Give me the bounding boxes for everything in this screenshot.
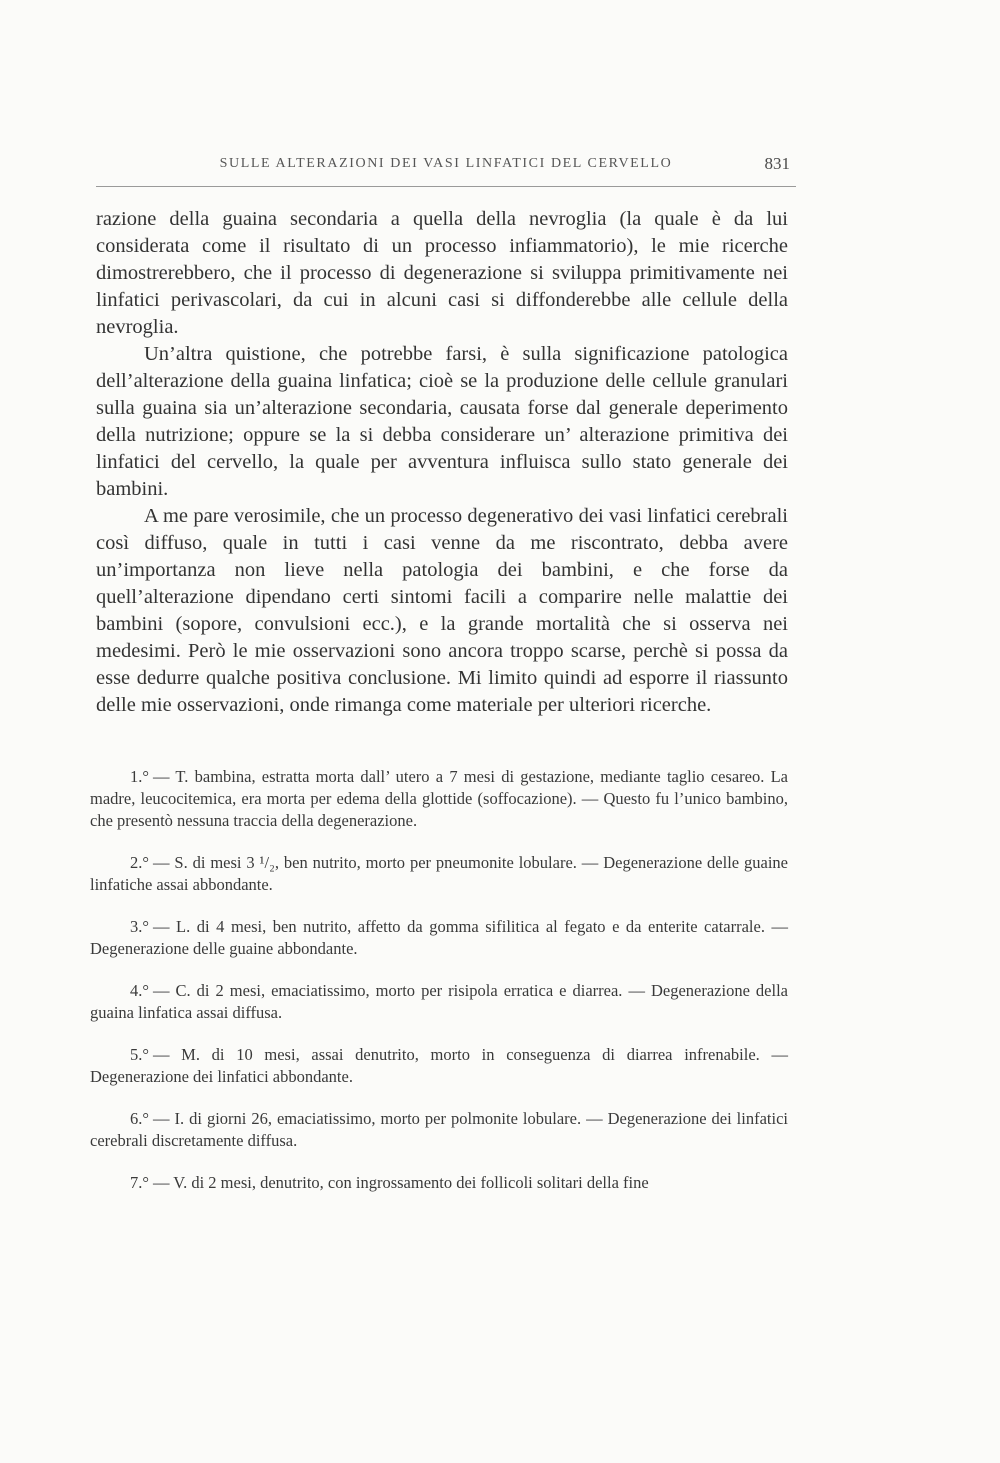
case-text: — C. di 2 mesi, emaciatissimo, morto per risipola erratica e diarrea. — Degenerazione della guaina linfatica assai diffusa. [90, 981, 788, 1022]
case-entry [90, 1108, 788, 1152]
page-number: 831 [764, 154, 790, 173]
case-text: — M. di 10 mesi, assai denutrito, morto in conseguenza di diarrea infrenabile. — Degenerazione dei linfatici abbondante. [90, 1045, 788, 1086]
case-text: — S. di mesi 3 ¹/₂, ben nutrito, morto per pneumonite lobulare. — Degenerazione delle guaine linfatiche assai abbondante. [90, 853, 788, 894]
case-entry [90, 852, 788, 896]
case-entry [90, 766, 788, 832]
case-entry [90, 980, 788, 1024]
case-entry [90, 916, 788, 960]
paragraph-pathology-question: Un’altra quistione, che potrebbe farsi, è sulla significazione patologica dell’alterazione della guaina linfatica; cioè se la produzione delle cellule granulari sulla guaina sia un’alterazione secondaria, causata forse dal generale deperimento della nutrizione; oppure se la si debba considerare un’ alterazione primitiva dei linfatici del cervello, la quale per avventura influisca sullo stato generale dei bambini. [96, 343, 788, 500]
body-text [96, 206, 788, 719]
case-number: 7.° [130, 1173, 149, 1192]
case-entry [90, 1044, 788, 1088]
case-text: — T. bambina, estratta morta dall’ utero a 7 mesi di gestazione, mediante taglio cesareo. La madre, leucocitemica, era morta per edema della glottide (soffocazione). — Questo fu l’unico bambino, che presentò nessuna traccia della degenerazione. [90, 767, 788, 830]
case-text: — V. di 2 mesi, denutrito, con ingrossamento dei follicoli solitari della fine [152, 1173, 649, 1192]
case-entry [90, 1172, 788, 1194]
case-number: 1.° [130, 767, 149, 786]
case-number: 5.° [130, 1045, 149, 1064]
case-number: 2.° [130, 853, 149, 872]
case-number: 6.° [130, 1109, 149, 1128]
case-list [90, 766, 788, 1214]
case-text: — I. di giorni 26, emaciatissimo, morto per polmonite lobulare. — Degenerazione dei linfatici cerebrali discretamente diffusa. [90, 1109, 788, 1150]
paragraph-continuation: razione della guaina secondaria a quella della nevroglia (la quale è da lui considerata come il risultato di un processo infiammatorio), le mie ricerche dimostrerebbero, che il processo di degenerazione si sviluppa primitivamente nei linfatici perivascolari, da cui in alcuni casi si diffonderebbe alle cellule della nevroglia. [96, 208, 788, 338]
paragraph-hypothesis: A me pare verosimile, che un processo degenerativo dei vasi linfatici cerebrali così diffuso, quale in tutti i casi venne da me riscontrato, debba avere un’importanza non lieve nella patologia dei bambini, e che forse da quell’alterazione dipendano certi sintomi facili a comparire nelle malattie dei bambini (sopore, convulsioni ecc.), e la grande mortalità che si osserva nei medesimi. Però le mie osservazioni sono ancora troppo scarse, perchè si possa da esse dedurre qualche positiva conclusione. Mi limito quindi ad esporre il riassunto delle mie osservazioni, onde rimanga come materiale per ulteriori ricerche. [96, 505, 788, 716]
case-number: 4.° [130, 981, 149, 1000]
running-title: SULLE ALTERAZIONI DEI VASI LINFATICI DEL CERVELLO [219, 156, 673, 171]
case-number: 3.° [130, 917, 149, 936]
case-text: — L. di 4 mesi, ben nutrito, affetto da gomma sifilitica al fegato e da enterite catarrale. — Degenerazione delle guaine abbondante. [90, 917, 788, 958]
running-head [96, 150, 796, 187]
